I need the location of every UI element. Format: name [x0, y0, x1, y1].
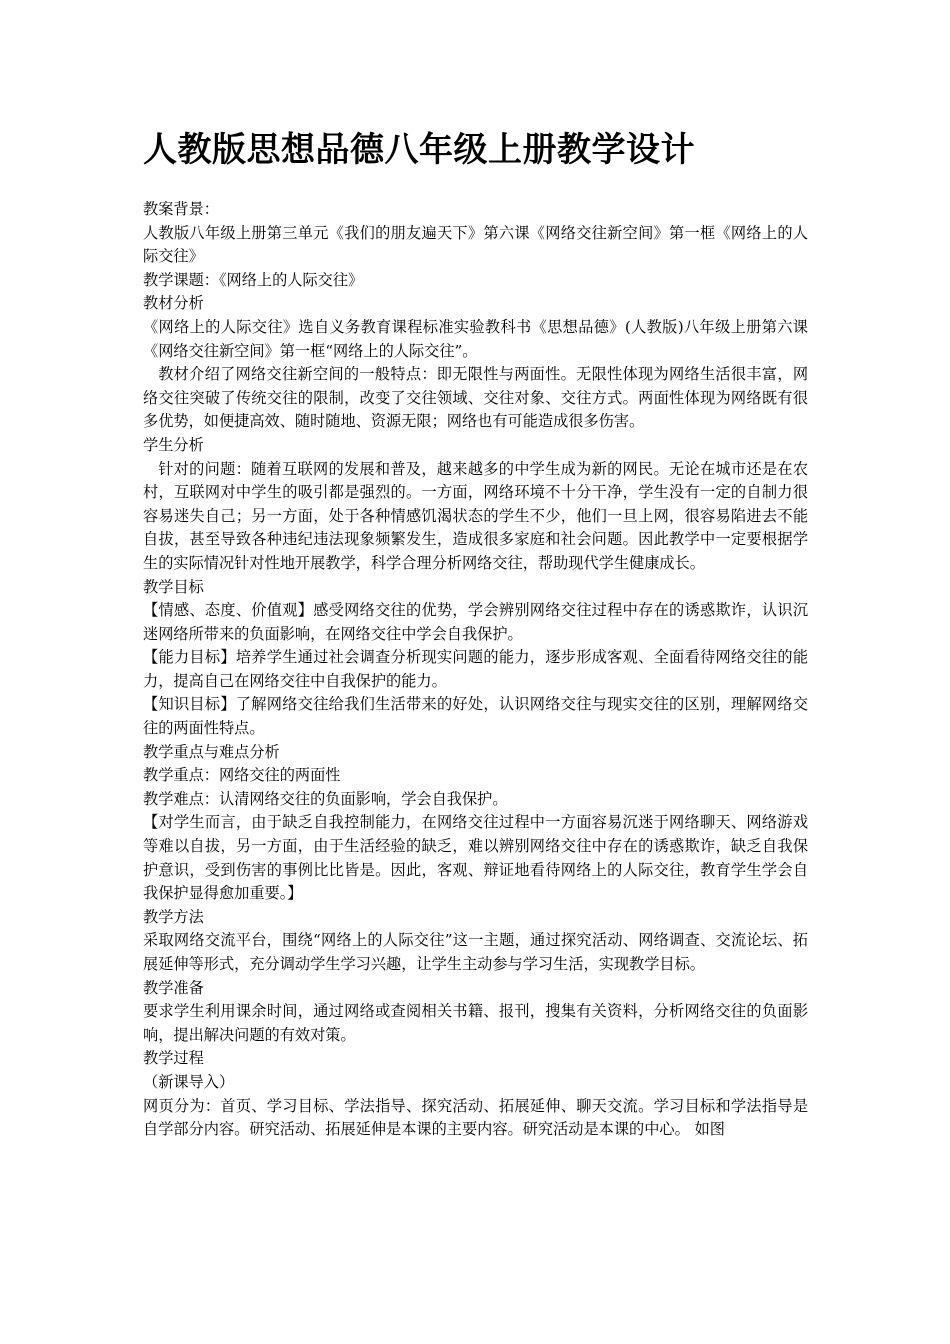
objectives-heading: 教学目标	[143, 577, 204, 596]
key-points-heading: 教学重点与难点分析	[143, 742, 280, 761]
preparation-text: 要求学生利用课余时间，通过网络或查阅相关书籍、报刊，搜集有关资料，分析网络交往的负面影响，提出解决问题的有效对策。	[143, 1002, 808, 1044]
key-point: 教学重点：网络交往的两面性	[143, 766, 341, 785]
objective-emotion: 【情感、态度、价值观】感受网络交往的优势，学会辨别网络交往过程中存在的诱惑欺诈，认识沉迷网络所带来的负面影响，在网络交往中学会自我保护。	[143, 601, 808, 643]
document-title: 人教版思想品德八年级上册教学设计	[143, 130, 695, 170]
material-intro-text: 教材介绍了网络交往新空间的一般特点：即无限性与两面性。无限性体现为网络生活很丰富，网络交往突破了传统交往的限制，改变了交往领域、交往对象、交往方式。两面性体现为网络既有很多优势，如便捷高效、随时随地、资源无限；网络也有可能造成很多伤害。	[143, 365, 808, 431]
student-analysis-heading: 学生分析	[143, 435, 204, 454]
difficulty-explanation: 【对学生而言，由于缺乏自我控制能力，在网络交往过程中一方面容易沉迷于网络聊天、网络游戏等难以自拔，另一方面，由于生活经验的缺乏，难以辨别网络交往中存在的诱惑欺诈，缺乏自我保护意识，受到伤害的事例比比皆是。因此，客观、辩证地看待网络上的人际交往，教育学生学会自我保护显得愈加重要。】	[143, 813, 808, 903]
material-analysis-heading: 教材分析	[143, 294, 204, 313]
objective-knowledge: 【知识目标】了解网络交往给我们生活带来的好处，认识网络交往与现实交往的区别，理解网络交往的两面性特点。	[143, 695, 808, 738]
method-text: 采取网络交流平台，围绕“网络上的人际交往”这一主题，通过探究活动、网络调查、交流论坛、拓展延伸等形式，充分调动学生学习兴趣，让学生主动参与学习生活，实现教学目标。	[143, 931, 808, 973]
difficult-point: 教学难点：认清网络交往的负面影响，学会自我保护。	[143, 789, 508, 808]
background-heading: 教案背景：	[143, 200, 219, 218]
preparation-heading: 教学准备	[143, 978, 204, 997]
background-text: 人教版八年级上册第三单元《我们的朋友遍天下》第六课《网络交往新空间》第一框《网络上的人际交往》	[143, 223, 808, 266]
material-analysis-text: 《网络上的人际交往》选自义务教育课程标准实验教科书《思想品德》(人教版)八年级上册第六课《网络交往新空间》第一框“网络上的人际交往”。	[143, 317, 808, 360]
new-lesson-intro: （新课导入）	[143, 1072, 235, 1091]
lesson-topic: 教学课题：《网络上的人际交往》	[143, 270, 364, 289]
student-analysis-text: 针对的问题：随着互联网的发展和普及，越来越多的中学生成为新的网民。无论在城市还是在农村，互联网对中学生的吸引都是强烈的。一方面，网络环境不十分干净，学生没有一定的自制力很容易迷失自己；另一方面，处于各种情感饥渴状态的学生不少，他们一旦上网，很容易陷进去不能自拔，甚至导致各种违纪违法现象频繁发生，造成很多家庭和社会问题。因此教学中一定要根据学生的实际情况针对性地开展教学，科学合理分析网络交往，帮助现代学生健康成长。	[143, 459, 808, 572]
process-heading: 教学过程	[143, 1049, 204, 1068]
document-body	[143, 198, 808, 1142]
objective-ability: 【能力目标】培养学生通过社会调查分析现实问题的能力，逐步形成客观、全面看待网络交往的能力，提高自己在网络交往中自我保护的能力。	[143, 648, 808, 690]
method-heading: 教学方法	[143, 907, 204, 926]
process-text: 网页分为：首页、学习目标、学法指导、探究活动、拓展延伸、聊天交流。学习目标和学法指导是自学部分内容。研究活动、拓展延伸是本课的主要内容。研究活动是本课的中心。 如图	[143, 1096, 808, 1139]
